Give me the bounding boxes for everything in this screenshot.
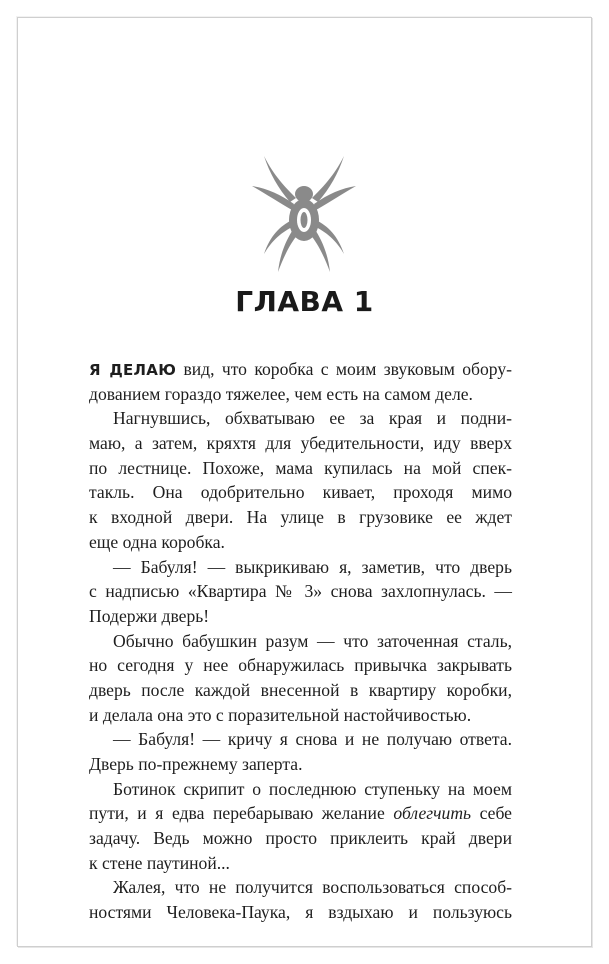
text-line: такль. Она одобрительно кивает, проходя мимо [89,482,512,503]
text-line: к входной двери. На улице в грузовике ее ждет [89,507,512,528]
text-line: Подержи дверь! [89,605,210,626]
text-line: маю, а затем, кряхтя для убедительности, иду вверх [89,433,512,454]
body-text [89,357,512,925]
text-line: и делала она это с поразительной настойчивостью. [89,704,472,725]
text-line: дверь после каждой внесенной в квартиру коробки, [89,679,512,700]
text-line: по лестнице. Похоже, мама купилась на мой спек- [89,457,512,478]
text-line: Я ДЕЛАЮ вид, что коробка с моим звуковым обору- [89,359,512,379]
text-line: Жалея, что не получится воспользоваться способ- [113,877,512,898]
text-line: — Бабуля! — выкрикиваю я, заметив, что дверь [113,556,512,577]
text-line: дованием гораздо тяжелее, чем есть на самом деле. [89,383,473,404]
text-line: Нагнувшись, обхватываю ее за края и подни- [113,408,512,429]
text-line: Дверь по-прежнему заперта. [89,754,303,774]
emphasis-word: облегчить [393,803,472,824]
text-line: — Бабуля! — кричу я снова и не получаю ответа. [113,729,512,750]
text-line: Обычно бабушкин разум — что заточенная сталь, [113,630,512,651]
text-line: к стене паутиной... [89,852,230,873]
text-line: с надписью «Квартира № 3» снова захлопнулась. — [89,581,512,602]
chapter-title: ГЛАВА 1 [235,285,374,318]
text-line: еще одна коробка. [89,531,225,552]
text-line: но сегодня у нее обнаружилась привычка закрывать [89,655,512,676]
text-line: пути, и я едва перебарываю желание облегчить себе [89,803,512,824]
spider-emblem-icon [250,150,358,272]
text-line: ностями Человека-Паука, я вздыхаю и пользуюсь [89,902,512,923]
lead-caps: Я ДЕЛАЮ [89,361,177,379]
text-line: Ботинок скрипит о последнюю ступеньку на моем [113,778,512,799]
text-line: задачу. Ведь можно просто приклеить край двери [89,828,512,849]
